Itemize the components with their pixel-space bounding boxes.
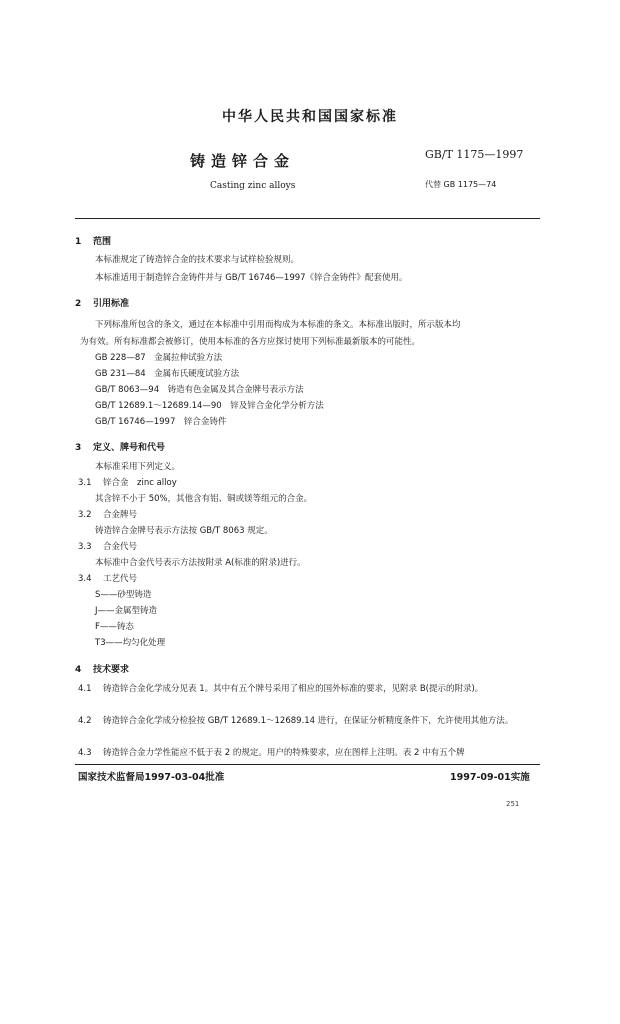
reference-item: GB/T 16746—1997 锌合金铸件 [95, 417, 227, 427]
implementation-date: 1997-09-01实施 [450, 772, 530, 783]
section-4-heading: 4 技术要求 [75, 665, 130, 675]
process-code-item: T3——均匀化处理 [95, 638, 166, 648]
section-1-paragraph-1: 本标准规定了铸造锌合金的技术要求与试样检验规则。 [95, 255, 300, 265]
clause-3-3-title: 合金代号 [103, 542, 138, 552]
document-title: 铸造锌合金 [190, 152, 296, 170]
clause-3-2-body: 铸造锌合金牌号表示方法按 GB/T 8063 规定。 [95, 526, 273, 536]
standard-number: GB/T 1175—1997 [425, 148, 524, 161]
reference-item: GB/T 8063—94 铸造有色金属及其合金牌号表示方法 [95, 385, 304, 395]
clause-4-2-text: 铸造锌合金化学成分检验按 GB/T 12689.1～12689.14 进行，在保证分析精度条件下，允许使用其他方法。 [103, 716, 514, 726]
reference-item: GB 231—84 金属布氏硬度试验方法 [95, 369, 240, 379]
section-2-heading: 2 引用标准 [75, 299, 130, 309]
clause-3-3-body: 本标准中合金代号表示方法按附录 A(标准的附录)进行。 [95, 558, 306, 568]
clause-3-2-title: 合金牌号 [103, 510, 138, 520]
reference-item: GB 228—87 金属拉伸试验方法 [95, 353, 223, 363]
section-2-intro-line-1: 下列标准所包含的条文，通过在本标准中引用而构成为本标准的条文。本标准出版时，所示版本均 [95, 320, 461, 330]
clause-4-1-text: 铸造锌合金化学成分见表 1。其中有五个牌号采用了相应的国外标准的要求，见附录 B(提示的附录)。 [103, 684, 484, 694]
section-1-paragraph-2: 本标准适用于制造锌合金铸件并与 GB/T 16746—1997《锌合金铸件》配套使用。 [95, 273, 408, 283]
clause-4-1-number: 4.1 [78, 684, 92, 694]
header-divider [75, 218, 540, 219]
clause-3-4-number: 3.4 [78, 574, 92, 584]
process-code-item: S——砂型铸造 [95, 590, 152, 600]
clause-4-3-number: 4.3 [78, 748, 92, 758]
clause-3-1-number: 3.1 [78, 478, 92, 488]
clause-3-3-number: 3.3 [78, 542, 92, 552]
section-3-intro: 本标准采用下列定义。 [95, 462, 181, 472]
clause-3-4-title: 工艺代号 [103, 574, 138, 584]
section-3-heading: 3 定义、牌号和代号 [75, 443, 166, 453]
clause-3-2-number: 3.2 [78, 510, 92, 520]
clause-4-2-number: 4.2 [78, 716, 92, 726]
document-subtitle: Casting zinc alloys [210, 181, 296, 191]
page-number: 251 [506, 800, 520, 808]
approval-line: 国家技术监督局1997-03-04批准 [78, 772, 225, 783]
clause-4-3-text: 铸造锌合金力学性能应不低于表 2 的规定。用户的特殊要求，应在图样上注明。表 2 中有五个牌 [103, 748, 465, 758]
clause-3-1-body: 其含锌不小于 50%，其他含有铝、铜或镁等组元的合金。 [95, 494, 313, 504]
process-code-item: F——铸态 [95, 622, 134, 632]
section-2-intro-line-2: 为有效。所有标准都会被修订，使用本标准的各方应探讨使用下列标准最新版本的可能性。 [80, 337, 421, 347]
replaces-note: 代替 GB 1175—74 [425, 180, 497, 189]
footer-divider [75, 764, 540, 765]
clause-3-1-title: 锌合金 zinc alloy [103, 478, 177, 488]
section-1-heading: 1 范围 [75, 237, 112, 247]
process-code-item: J——金属型铸造 [95, 606, 158, 616]
document-header: 中华人民共和国国家标准 [222, 109, 398, 125]
reference-item: GB/T 12689.1～12689.14—90 锌及锌合金化学分析方法 [95, 401, 324, 411]
